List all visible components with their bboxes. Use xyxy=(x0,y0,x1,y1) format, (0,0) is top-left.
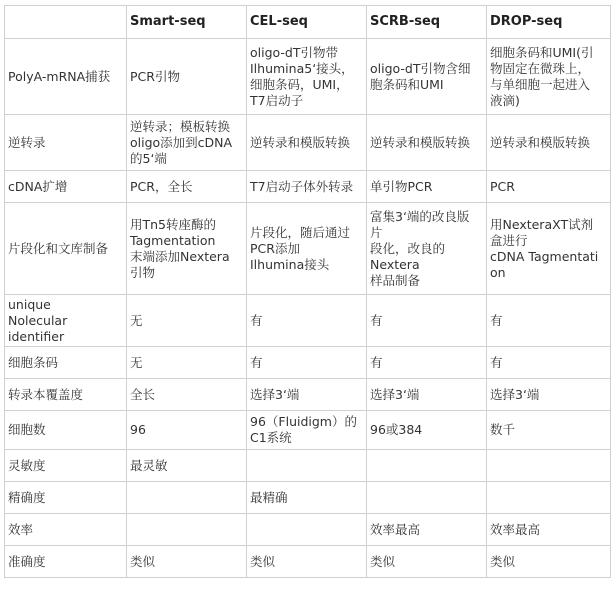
table-row xyxy=(5,546,611,578)
table-cell: 有 xyxy=(247,347,367,379)
table-cell: 富集3‘端的改良版 片 段化，改良的 Nextera 样品制备 xyxy=(367,203,487,295)
table-cell: 最精确 xyxy=(247,482,367,514)
table-cell: 无 xyxy=(127,295,247,347)
table-cell: 数千 xyxy=(487,411,611,450)
table-cell: 类似 xyxy=(367,546,487,578)
header-cel-seq: CEL-seq xyxy=(247,6,367,39)
table-cell xyxy=(487,482,611,514)
row-label: 细胞条码 xyxy=(5,347,127,379)
table-cell: 全长 xyxy=(127,379,247,411)
row-label: 片段化和文库制备 xyxy=(5,203,127,295)
table-row xyxy=(5,115,611,171)
row-label: 准确度 xyxy=(5,546,127,578)
table-cell: oligo-dT引物带 Ilhumina5‘接头， 细胞条码，UMI， T7启动子 xyxy=(247,39,367,115)
table-cell xyxy=(127,514,247,546)
table-cell: 类似 xyxy=(247,546,367,578)
table-cell xyxy=(127,482,247,514)
table-cell: 逆转录和模版转换 xyxy=(367,115,487,171)
table-cell: 有 xyxy=(487,295,611,347)
table-cell: 用NexteraXT试剂 盒进行 cDNA Tagmentati on xyxy=(487,203,611,295)
table-cell: PCR，全长 xyxy=(127,171,247,203)
row-label: cDNA扩增 xyxy=(5,171,127,203)
table-cell: 细胞条码和UMI(引 物固定在微珠上， 与单细胞一起进入 液滴) xyxy=(487,39,611,115)
row-label: 转录本覆盖度 xyxy=(5,379,127,411)
row-label: PolyA-mRNA捕获 xyxy=(5,39,127,115)
table-cell: 96 xyxy=(127,411,247,450)
table-cell: 有 xyxy=(367,347,487,379)
table-cell xyxy=(367,450,487,482)
row-label: 精确度 xyxy=(5,482,127,514)
table-cell: 有 xyxy=(487,347,611,379)
table-cell: PCR引物 xyxy=(127,39,247,115)
table-row xyxy=(5,347,611,379)
header-empty-cell xyxy=(5,6,127,39)
table-row xyxy=(5,514,611,546)
header-smart-seq: Smart-seq xyxy=(127,6,247,39)
table-cell: 逆转录；模板转换 oligo添加到cDNA 的5‘端 xyxy=(127,115,247,171)
table-cell: 逆转录和模版转换 xyxy=(247,115,367,171)
row-label: unique Nolecular identifier xyxy=(5,295,127,347)
table-cell xyxy=(487,450,611,482)
table-cell: 效率最高 xyxy=(487,514,611,546)
table-cell: 单引物PCR xyxy=(367,171,487,203)
table-cell: 有 xyxy=(247,295,367,347)
table-cell: PCR xyxy=(487,171,611,203)
table-cell: 最灵敏 xyxy=(127,450,247,482)
header-drop-seq: DROP-seq xyxy=(487,6,611,39)
table-cell: 有 xyxy=(367,295,487,347)
table-cell xyxy=(247,514,367,546)
table-cell: 96或384 xyxy=(367,411,487,450)
table-row xyxy=(5,411,611,450)
table-row xyxy=(5,39,611,115)
table-cell: 选择3‘端 xyxy=(247,379,367,411)
table-cell: 类似 xyxy=(127,546,247,578)
comparison-table xyxy=(4,5,611,578)
row-label: 细胞数 xyxy=(5,411,127,450)
table-cell: 逆转录和模版转换 xyxy=(487,115,611,171)
table-cell xyxy=(367,482,487,514)
table-cell: 片段化，随后通过 PCR添加 Ilhumina接头 xyxy=(247,203,367,295)
table-cell: 无 xyxy=(127,347,247,379)
table-row xyxy=(5,482,611,514)
header-scrb-seq: SCRB-seq xyxy=(367,6,487,39)
header-row xyxy=(5,6,611,39)
table-cell: 选择3‘端 xyxy=(367,379,487,411)
table-cell: 选择3‘端 xyxy=(487,379,611,411)
table-row xyxy=(5,203,611,295)
row-label: 灵敏度 xyxy=(5,450,127,482)
table-row xyxy=(5,450,611,482)
row-label: 逆转录 xyxy=(5,115,127,171)
table-cell: T7启动子体外转录 xyxy=(247,171,367,203)
table-cell: 用Tn5转座酶的 Tagmentation 末端添加Nextera 引物 xyxy=(127,203,247,295)
table-cell: 96（Fluidigm）的 C1系统 xyxy=(247,411,367,450)
table-cell: 效率最高 xyxy=(367,514,487,546)
table-row xyxy=(5,379,611,411)
table-cell: 类似 xyxy=(487,546,611,578)
table-cell: oligo-dT引物含细 胞条码和UMI xyxy=(367,39,487,115)
table-cell xyxy=(247,450,367,482)
row-label: 效率 xyxy=(5,514,127,546)
table-row xyxy=(5,295,611,347)
table-row xyxy=(5,171,611,203)
